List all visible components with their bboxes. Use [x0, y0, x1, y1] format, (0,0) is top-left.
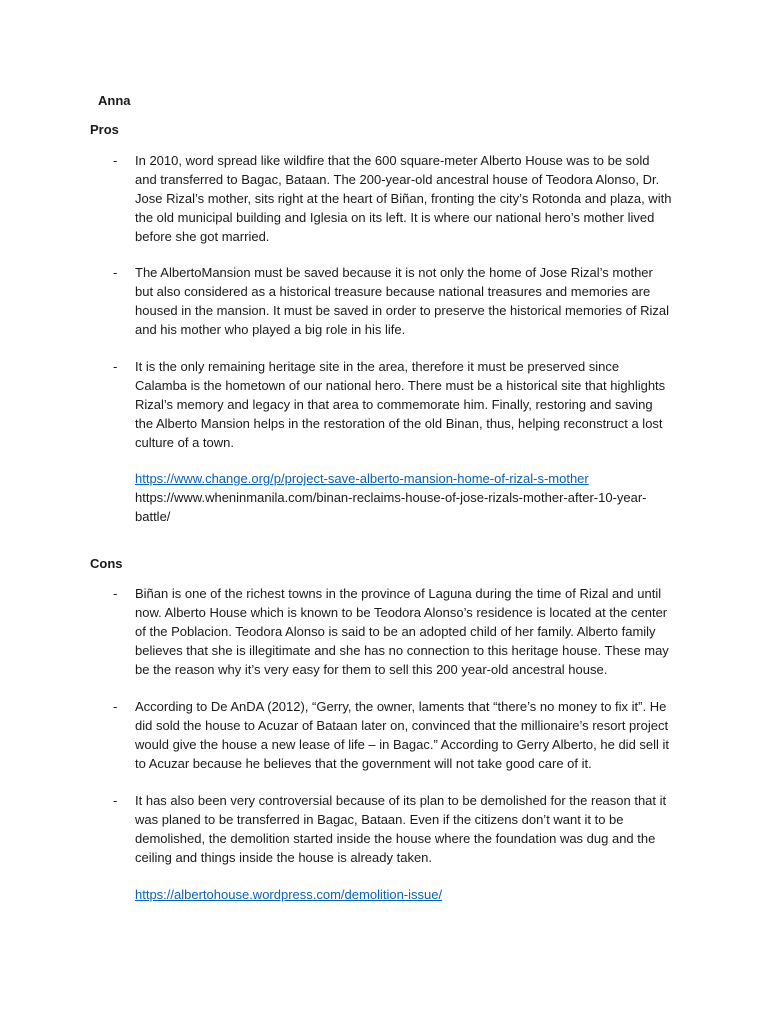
author-name: Anna [98, 93, 131, 108]
cons-item [113, 791, 673, 867]
bullet-dash: - [113, 153, 118, 168]
pros-item [113, 151, 673, 246]
bullet-dash: - [113, 359, 118, 374]
cons-item-text: Biñan is one of the richest towns in the province of Laguna during the time of Rizal and until now. Alberto House which is known to be Teodora Alonso’s residence is located at the center of the Poblacion. Teodora Alonso is said to be an adopted child of her family. Alberto family believes that she is illegitimate and she has no connection to this heritage house. These may be the reason why it’s very easy for them to sell this 200 year-old ancestral house. [135, 586, 669, 677]
cons-source-link[interactable]: https://albertohouse.wordpress.com/demolition-issue/ [135, 887, 443, 902]
cons-item-text: It has also been very controversial because of its plan to be demolished for the reason that it was planed to be transferred in Bagac, Bataan. Even if the citizens don’t want it to be demolished, the demolition started inside the house where the foundation was dug and the ceiling and things inside the house is already taken. [135, 793, 667, 865]
pros-heading: Pros [90, 122, 119, 137]
bullet-dash: - [113, 265, 118, 280]
cons-item [113, 697, 673, 773]
pros-item [113, 263, 673, 339]
cons-item-text: According to De AnDA (2012), “Gerry, the owner, laments that “there’s no money to fix it”. He did sold the house to Acuzar of Bataan later on, convinced that the millionaire’s resort project would give the house a new lease of life – in Bagac.” According to Gerry Alberto, he did sell it to Acuzar because he believes that the government will not take good care of it. [135, 699, 670, 771]
bullet-dash: - [113, 586, 118, 601]
cons-item [113, 584, 673, 679]
pros-source-link[interactable]: https://www.change.org/p/project-save-alberto-mansion-home-of-rizal-s-mother [135, 471, 589, 486]
pros-item-text: It is the only remaining heritage site in the area, therefore it must be preserved since Calamba is the hometown of our national hero. There must be a historical site that highlights Rizal’s memory and legacy in that area to commemorate him. Finally, restoring and saving the Alberto Mansion helps in the restoration of the old Binan, thus, helping reconstruct a lost culture of a town. [135, 359, 666, 450]
pros-item [113, 357, 673, 452]
cons-heading: Cons [90, 556, 123, 571]
bullet-dash: - [113, 699, 118, 714]
pros-source-text: https://www.wheninmanila.com/binan-reclaims-house-of-jose-rizals-mother-after-10-year-battle/ [135, 490, 647, 524]
pros-item-text: In 2010, word spread like wildfire that the 600 square-meter Alberto House was to be sold and transferred to Bagac, Bataan. The 200-year-old ancestral house of Teodora Alonso, Dr. Jose Rizal’s mother, sits right at the heart of Biñan, fronting the city’s Rotonda and plaza, with the old municipal building and Iglesia on its left. It is where our national hero’s mother lived before she got married. [135, 153, 672, 244]
pros-item-text: The AlbertoMansion must be saved because it is not only the home of Jose Rizal’s mother but also considered as a historical treasure because national treasures and memories are housed in the mansion. It must be saved in order to preserve the historical memories of Rizal and his mother who played a big role in his life. [135, 265, 669, 337]
bullet-dash: - [113, 793, 118, 808]
